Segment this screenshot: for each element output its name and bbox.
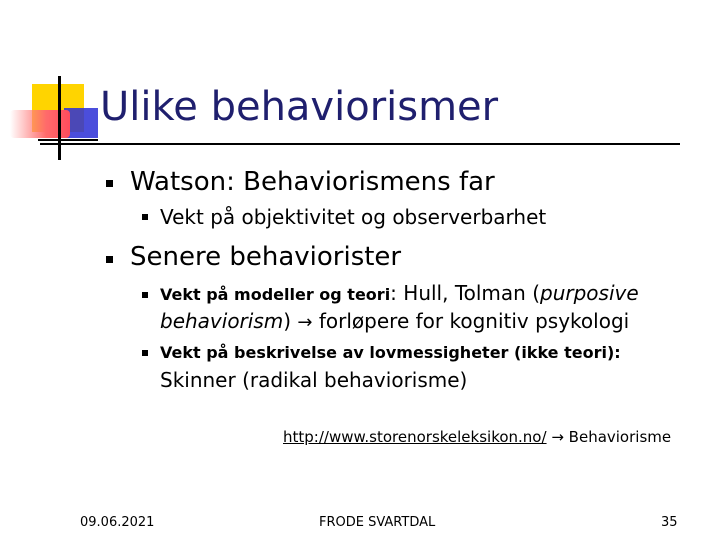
bullet-marker: [106, 180, 113, 187]
right-arrow-icon: →: [551, 428, 564, 446]
footer-date: 09.06.2021: [80, 515, 155, 530]
title-underline: [40, 143, 680, 145]
reference-link[interactable]: http://www.storenorskeleksikon.no/: [283, 428, 547, 446]
models-theory-cognitive: forløpere for kognitiv psykologi: [312, 309, 630, 333]
bullet-models-theory: [160, 281, 639, 305]
models-theory-bold: Vekt på modeller og teori: [160, 285, 391, 304]
bullet-marker: [142, 292, 148, 298]
bullet-later-behaviorists: Senere behaviorister: [130, 242, 402, 272]
slide-title: Ulike behaviorismer: [100, 84, 499, 130]
reference-text: Behaviorisme: [563, 428, 672, 446]
bullet-description-laws: Vekt på beskrivelse av lovmessigheter (ikke teori):: [160, 343, 621, 362]
footer-author: FRODE SVARTDAL: [319, 515, 436, 530]
models-theory-behaviorism: behaviorism: [160, 309, 284, 333]
bullet-marker: [142, 214, 148, 220]
bullet-marker: [106, 256, 113, 263]
bullet-objectivity: Vekt på objektivitet og observerbarhet: [160, 205, 547, 229]
bullet-marker: [142, 350, 148, 356]
bullet-watson: Watson: Behaviorismens far: [130, 167, 495, 197]
models-theory-paren: ): [283, 309, 298, 333]
bullet-skinner: Skinner (radikal behaviorisme): [160, 368, 468, 392]
reference-line: [283, 428, 671, 446]
footer-page-number: 35: [661, 515, 678, 530]
right-arrow-icon: →: [297, 312, 313, 333]
bullet-models-theory-line2: [160, 309, 629, 333]
models-theory-names: Hull, Tolman (: [396, 281, 541, 305]
models-theory-colon: :: [390, 281, 397, 305]
models-theory-purposive: purposive: [540, 281, 639, 305]
